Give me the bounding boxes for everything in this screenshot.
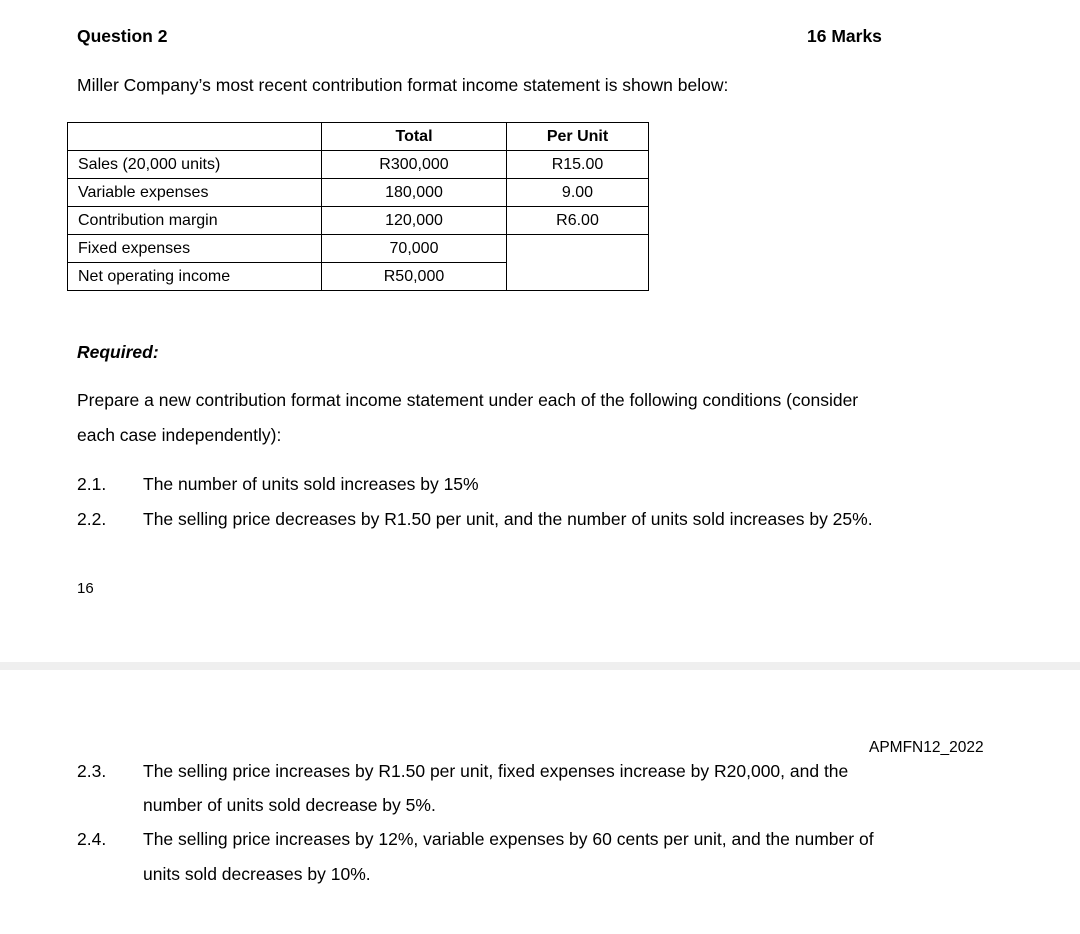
- item-text-line-1: The selling price increases by R1.50 per unit, fixed expenses increase by R20,000, and the: [143, 761, 849, 781]
- item-text-line-2: number of units sold decrease by 5%.: [143, 795, 436, 815]
- required-line-1: Prepare a new contribution format income statement under each of the following conditions (consider: [77, 390, 859, 410]
- item-text: The number of units sold increases by 15%: [143, 474, 479, 494]
- table-row: [68, 207, 649, 235]
- income-statement-table: [67, 122, 649, 291]
- table-row: [68, 151, 649, 179]
- table-cell-label: Variable expenses: [68, 179, 322, 207]
- item-number: 2.3.: [77, 761, 107, 781]
- item-text: The selling price decreases by R1.50 per unit, and the number of units sold increases by 25%.: [143, 509, 873, 529]
- table-row: [68, 179, 649, 207]
- required-heading: Required:: [77, 342, 159, 362]
- question-title: Question 2: [77, 26, 168, 46]
- table-cell-total: 180,000: [322, 179, 507, 207]
- table-cell-total: 70,000: [322, 235, 507, 263]
- marks-label: 16 Marks: [807, 26, 882, 46]
- table-cell-label: Net operating income: [68, 263, 322, 291]
- item-number: 2.4.: [77, 829, 107, 849]
- footer-code: APMFN12_2022: [869, 739, 984, 756]
- table-header-cell: [68, 123, 322, 151]
- page-divider: [0, 662, 1080, 670]
- table-cell-per-unit: R15.00: [507, 151, 649, 179]
- table-cell-label: Contribution margin: [68, 207, 322, 235]
- item-number: 2.1.: [77, 474, 107, 494]
- table-cell-label: Fixed expenses: [68, 235, 322, 263]
- table-cell-total: R50,000: [322, 263, 507, 291]
- table-cell-per-unit-empty: [507, 235, 649, 291]
- table-cell-label: Sales (20,000 units): [68, 151, 322, 179]
- table-header-cell: Total: [322, 123, 507, 151]
- item-number: 2.2.: [77, 509, 107, 529]
- item-text-line-2: units sold decreases by 10%.: [143, 864, 371, 884]
- item-text-line-1: The selling price increases by 12%, variable expenses by 60 cents per unit, and the number of: [143, 829, 874, 849]
- page-number: 16: [77, 580, 94, 597]
- table-row: [68, 235, 649, 263]
- intro-text: Miller Company’s most recent contribution format income statement is shown below:: [77, 75, 729, 95]
- table-header-row: [68, 123, 649, 151]
- table-cell-total: 120,000: [322, 207, 507, 235]
- table-cell-total: R300,000: [322, 151, 507, 179]
- table-cell-per-unit: 9.00: [507, 179, 649, 207]
- table-cell-per-unit: R6.00: [507, 207, 649, 235]
- table-header-cell: Per Unit: [507, 123, 649, 151]
- required-line-2: each case independently):: [77, 425, 282, 445]
